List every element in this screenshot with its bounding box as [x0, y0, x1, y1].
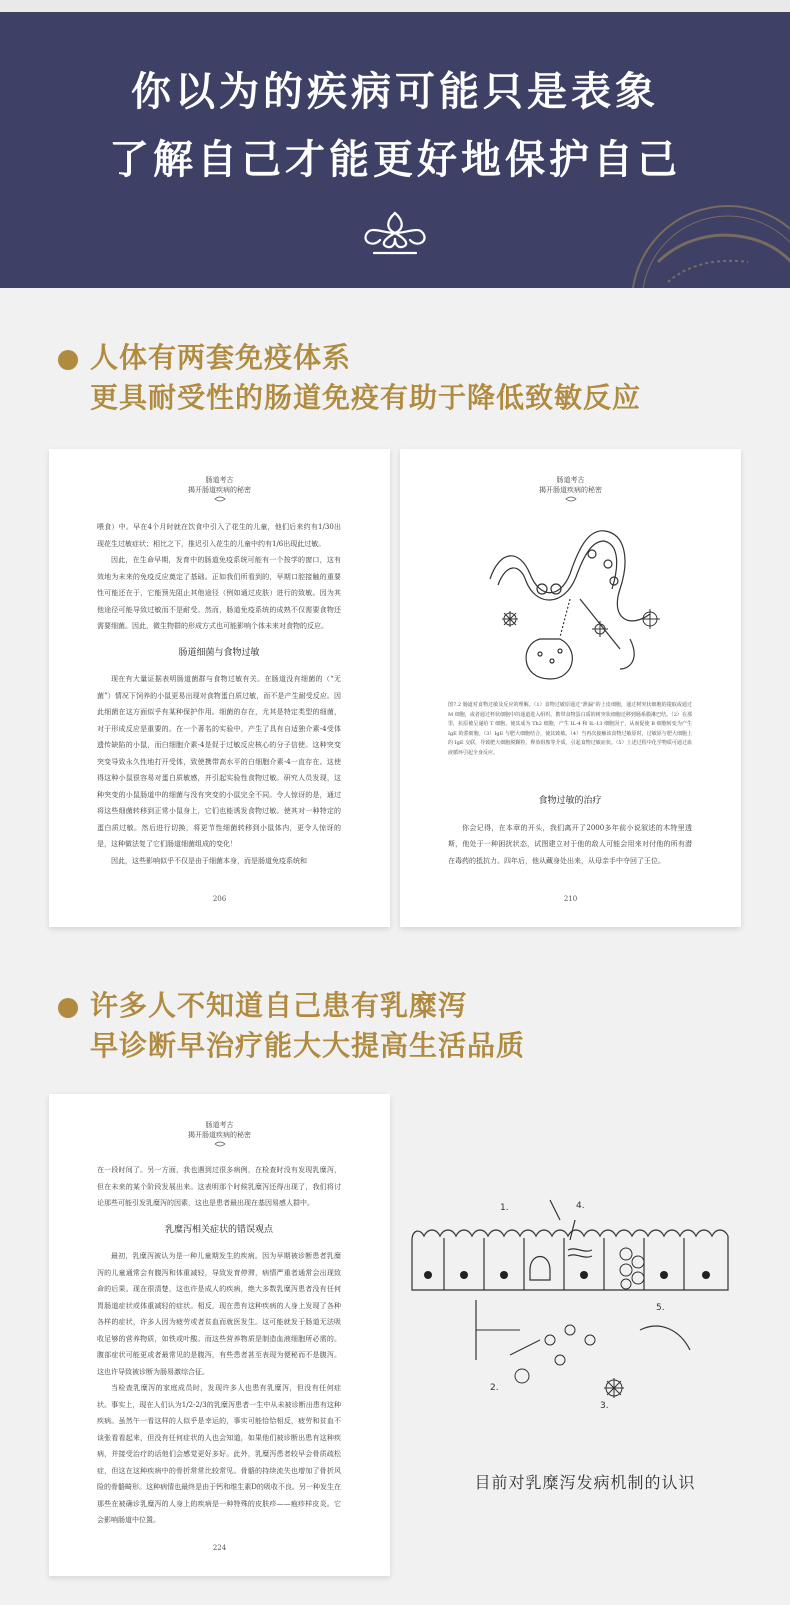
- paragraph: 你会记得，在本章的开头，我们离开了2000多年前小说叙述的木特里透斯，他处于一种困扰状态，试图建立对于他的敌人可能会用来对付他的所有潜在毒药的抵抗力。四年后，他从藏身处出来，从母亲手中夺回了王位。: [448, 823, 692, 865]
- figure-caption: 图7.2 肠道对食物过敏及反应的理解。（1）食物过敏原通过“泄漏”的上皮细胞，通过树突状细胞的提取或通过 M 细胞，或者通过杯状细胞中的通道进入组织。携带食物蛋白质的树突状细胞迁移到肠系膜淋巴结。（2）在那里，抗原被呈递给 T 细胞，使其成为 Th2 细胞，产生 IL-4 和 IL-13 细胞因子，从而促使 B 细胞转变为产生 IgE 的浆细胞。（3）IgE 与肥大细胞结合，使其致敏。（4）当再次接触该食物过敏原时，过敏原与肥大细胞上的 IgE 交联，导致肥大细胞脱颗粒，释放组胺等介质，引起食物过敏症状。（5）上述过程中化学物质可通过血液循环引起全身反应。: [448, 702, 692, 756]
- book-page-224: [49, 1094, 390, 1576]
- running-head: [400, 475, 741, 502]
- page-number: 224: [212, 1544, 227, 1552]
- page-body: [97, 1162, 341, 1529]
- running-head: [49, 475, 390, 502]
- running-head-subtitle: 揭开肠道疾病的秘密: [188, 1131, 251, 1139]
- section1-heading-line1: 人体有两套免疫体系: [90, 341, 352, 374]
- running-head-title: 肠道考古: [556, 476, 585, 484]
- diagram-step-label: 3.: [600, 1401, 609, 1411]
- paragraph: 现在有大量证据表明肠道菌群与食物过敏有关。在肠道没有细菌的（“无菌”）情况下饲养的小鼠更易出现对食物蛋白质过敏，而不是产生耐受反应。因此细菌在这方面似乎有某种保护作用。细菌的存在，尤其是特定类型的细菌，对于形成反应是重要的。在一个著名的实验中，产生了具有自适独介素-4受体遗传缺陷的小鼠，而白细胞介素-4是促于过敏反应核心的分子信使。这种突变突变导致永久性地打开受体，致使携带高水平的白细胞介素-4一直存在。这使得这种小鼠很容易对蛋白质敏感，并引起实验性食物过敏。研究人员发现，这种突变的小鼠肠道中的细菌与没有突变的小鼠完全不同。令人惊讶的是，通过将这些细菌转移到正常小鼠身上，它们也能诱发食物过敏。使其对一种特定的蛋白质过敏。然后进行切换，将更节性细菌转移到小鼠体内，更令人惊讶的是，这种做法复了它们肠道细菌组成的变化！: [97, 675, 341, 848]
- running-head-subtitle: 揭开肠道疾病的秘密: [539, 486, 602, 494]
- gold-seal-icon: [628, 202, 790, 288]
- diagram-caption: 目前对乳糜泻发病机制的认识: [474, 1473, 696, 1492]
- paragraph: 喂食）中。早在4个月时就在饮食中引入了花生的儿童，他们后来约有1/30出现花生过敏症状；相比之下，推迟引入花生的儿童中约有1/6出现此过敏。: [97, 523, 341, 548]
- section2-heading: [58, 990, 758, 1080]
- page-number: 210: [563, 895, 578, 903]
- paragraph: 当检查乳糜泻的家庭成员时，发现许多人也患有乳糜泻，但没有任何症状。事实上，现在人们认为1/2-2/3的乳糜泻患者一生中从未被诊断出患有这种疾病。虽然午一看这样的人似乎是幸运的，事实可能恰恰相反，疲劳和贫血不谈张看看起来，但没有任何症状的人也会知道，如果他们被诊断出患有这种疾病，并接受治疗的话他们会感觉更好多好。此外，乳糜泻患者较早会骨质疏松症，但这在这种疾病中的骨折常常比较常见。骨骼的持续流失也增加了骨折风险的骨骼畸形。这种病情也最终是由于钙和维生素D的吸收不良。另一种发生在那些在被确诊乳糜泻的人身上的疾病是一种特殊的皮肤疹——疱疹样皮炎。它会影响肠道中位置。: [97, 1384, 341, 1524]
- running-head-title: 肠道考古: [205, 476, 234, 484]
- paragraph: 因此，这些影响似乎不仅是由于细菌本身，而是肠道免疫系统和: [111, 856, 307, 865]
- banner-title-line2: 了解自己才能更好地保护自己: [109, 136, 681, 183]
- gut-immune-figure: [480, 519, 680, 694]
- banner-title-line1: 你以为的疾病可能只是表象: [131, 68, 659, 115]
- section1-heading-line2: 更具耐受性的肠道免疫有助于降低致敏反应: [90, 381, 642, 414]
- page-number: 206: [212, 895, 227, 903]
- running-head: [49, 1120, 390, 1147]
- paragraph: 在一段时间了。另一方面，我也遇到过很多病例，在检查时没有发现乳糜泻，但在未来的某个阶段发展出来。这表明那个时候乳糜泻还得出现了，我们将讨论那些可能引发乳糜泻的因素，这也是患者最出现在基因易感人群中。: [97, 1166, 341, 1207]
- book-page-206: [49, 449, 390, 927]
- book-page-210: [400, 449, 741, 927]
- diagram-step-label: 5.: [656, 1303, 665, 1313]
- ornament-icon: [214, 496, 226, 502]
- paragraph: 最初，乳糜泻被认为是一种儿童期发生的疾病。因为早期被诊断患者乳糜泻的儿童通常会有腹泻和体重减轻，导致发育停滞，病情严重者通常会出现致命的后果。现在很清楚，这也许是成人的疾病，绝大多数乳糜泻患者没有任何胃肠道症状或体重减轻的症状。相反，现在患有这种疾病的人身上发现了各种各样的症状，许多人因为疲劳或者贫血而就医发生。这可能就发于肠道无法吸收足够的营养物质，如铁或叶酸。而这些营养物质是制造血液细胞所必需的。腹部症状可能更或者最常见的是腹泻，有些患者甚至表现为便秘而不是腹泻。这也许导致被诊断为肠易激综合征。: [97, 1252, 341, 1376]
- running-head-title: 肠道考古: [205, 1121, 234, 1129]
- section2-heading-line1: 许多人不知道自己患有乳糜泻: [90, 989, 468, 1022]
- page-body: [97, 519, 341, 869]
- bullet-dot-icon: [58, 350, 78, 370]
- running-head-subtitle: 揭开肠道疾病的秘密: [188, 486, 251, 494]
- paragraph: 因此，在生命早期，发育中的肠道免疫系统可能有一个按学的窗口，这有效地为未来的免疫反应奠定了基础。正如我们所看到的，早期口腔接触的重要性可能还在于，它能预先阻止其他途径（例如通过皮肤）进行的致敏。因为其他途径可能导致过敏而不是耐受。然而，肠道免疫系统的成熟不仅需要食物还需要细菌。因此，微生物群的形成方式也可能影响个体未来对食物的反应。: [97, 556, 341, 630]
- diagram-step-label: 2.: [490, 1383, 499, 1393]
- section-title: 肠道细菌与食物过敏: [178, 647, 260, 658]
- section2-heading-line2: 早诊断早治疗能大大提高生活品质: [90, 1029, 526, 1062]
- section1-heading: [58, 342, 758, 432]
- page-body: [448, 783, 692, 869]
- top-strip: [0, 0, 790, 12]
- ornament-icon: [360, 207, 430, 259]
- section-title: 乳糜泻相关症状的错误观点: [164, 1224, 273, 1235]
- diagram-step-label: 4.: [576, 1201, 585, 1211]
- ornament-icon: [565, 496, 577, 502]
- section-title: 食物过敏的治疗: [538, 796, 602, 806]
- celiac-mechanism-diagram: [400, 1180, 770, 1430]
- diagram-step-label: 1.: [500, 1203, 509, 1213]
- hero-banner: [0, 12, 790, 288]
- bullet-dot-icon: [58, 998, 78, 1018]
- ornament-icon: [214, 1141, 226, 1147]
